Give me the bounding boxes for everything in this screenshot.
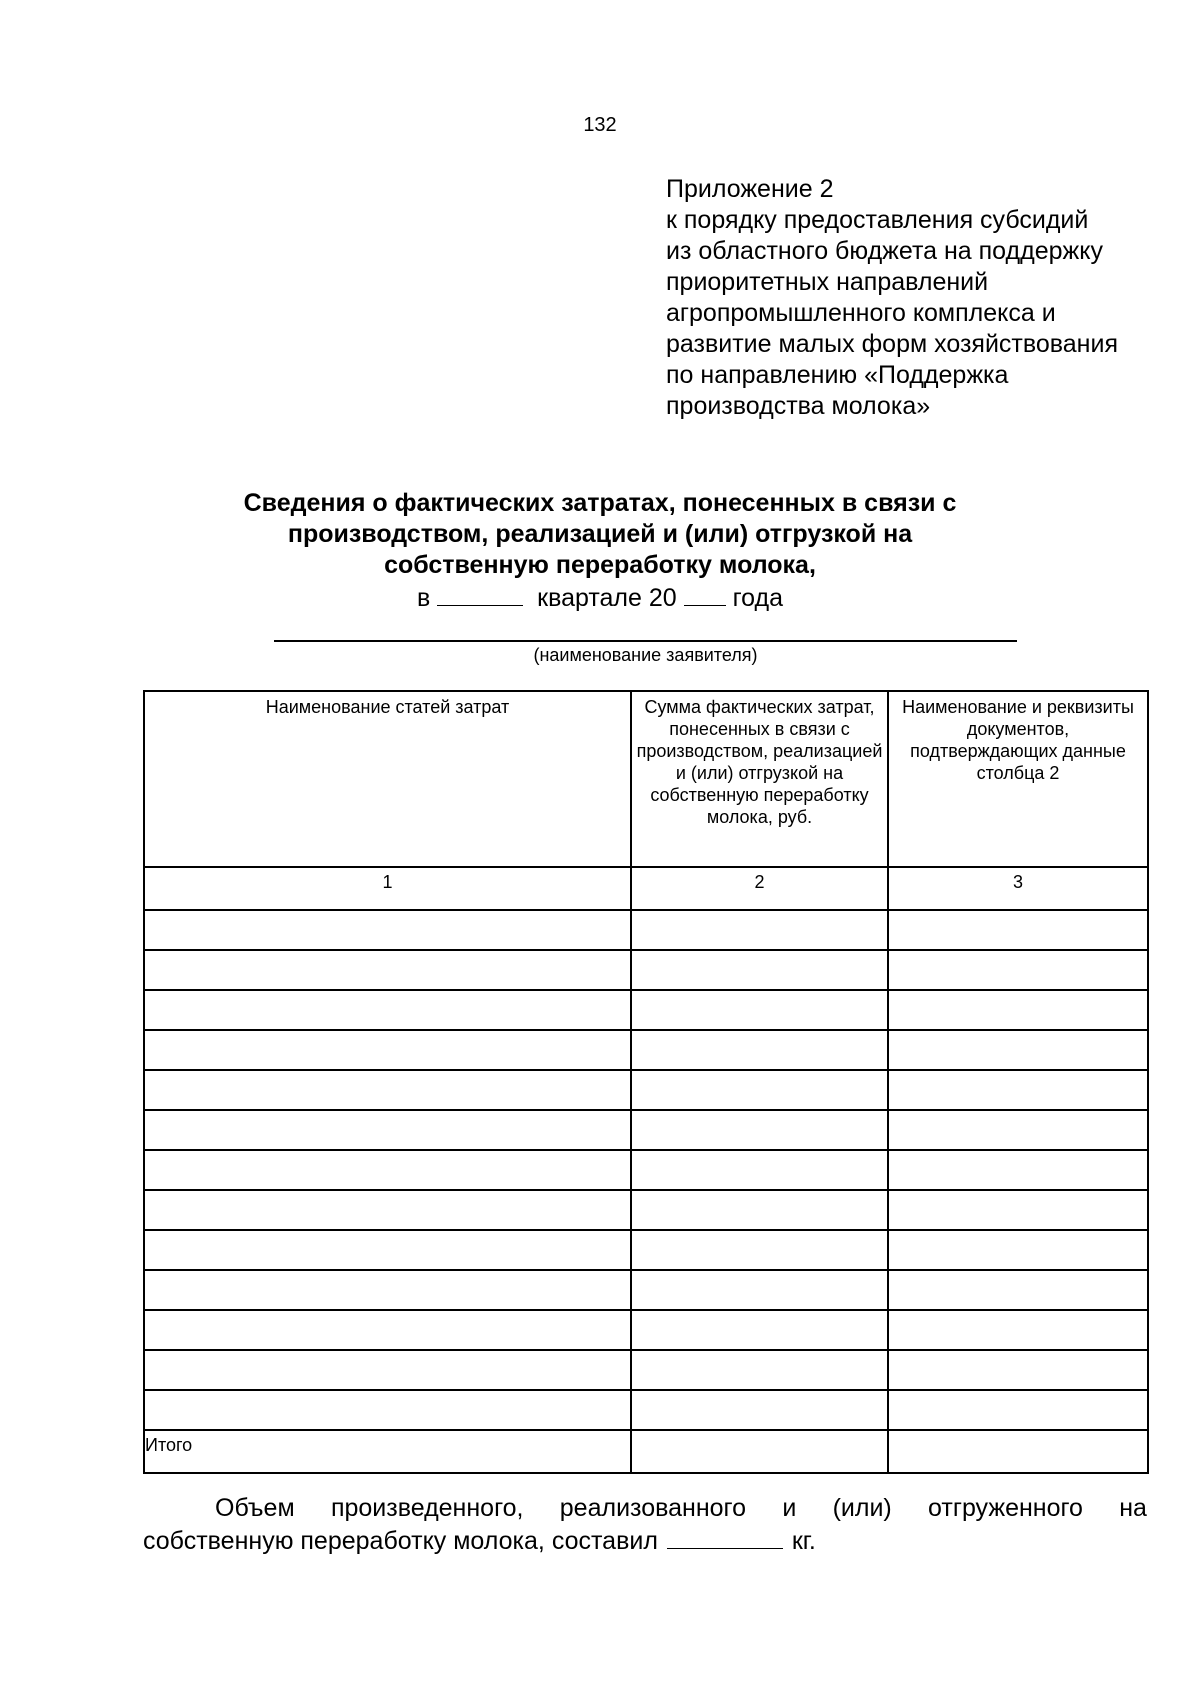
period-prefix: в [417,584,431,612]
cost-item-cell[interactable] [144,950,631,990]
appendix-line: развитие малых форм хозяйствования [666,330,1118,358]
column-number-row [144,867,1148,910]
supporting-docs-cell[interactable] [888,1190,1148,1230]
appendix-line: производства молока» [666,392,931,420]
title-line: производством, реализацией и (или) отгрузкой на [287,520,913,548]
supporting-docs-cell[interactable] [888,990,1148,1030]
cost-amount-cell[interactable] [631,1070,888,1110]
cost-item-cell[interactable] [144,1070,631,1110]
table-row [144,1150,1148,1190]
statement-word: на [1119,1494,1147,1522]
statement-suffix: кг. [791,1527,816,1555]
table-row [144,1230,1148,1270]
volume-statement-line2 [143,1524,1147,1557]
table-row [144,950,1148,990]
cost-amount-cell[interactable] [631,990,888,1030]
appendix-line: к порядку предоставления субсидий [666,206,1089,234]
period-suffix: года [732,584,783,612]
supporting-docs-cell[interactable] [888,1230,1148,1270]
column-header-documents: Наименование и реквизиты документов, подтверждающих данные столбца 2 [888,691,1148,867]
supporting-docs-cell[interactable] [888,1070,1148,1110]
title-line: собственную переработку молока, [384,551,816,579]
cost-item-cell[interactable] [144,1390,631,1430]
cost-item-cell[interactable] [144,1030,631,1070]
period-line [200,583,1000,614]
supporting-docs-cell[interactable] [888,950,1148,990]
table-row [144,1030,1148,1070]
total-docs-cell[interactable] [888,1430,1148,1473]
cost-item-cell[interactable] [144,990,631,1030]
quarter-field[interactable] [437,583,523,606]
cost-item-cell[interactable] [144,1310,631,1350]
appendix-line: агропромышленного комплекса и [666,299,1056,327]
cost-item-cell[interactable] [144,1230,631,1270]
supporting-docs-cell[interactable] [888,1390,1148,1430]
column-header-cost-items: Наименование статей затрат [144,691,631,867]
supporting-docs-cell[interactable] [888,1270,1148,1310]
table-row [144,1110,1148,1150]
total-label: Итого [144,1430,631,1473]
table-row [144,1390,1148,1430]
cost-amount-cell[interactable] [631,1310,888,1350]
statement-word: и [782,1494,797,1522]
applicant-caption: (наименование заявителя) [533,645,758,665]
volume-statement-line1 [143,1493,1147,1524]
cost-item-cell[interactable] [144,910,631,950]
document-title [200,488,1000,581]
cost-amount-cell[interactable] [631,1350,888,1390]
cost-amount-cell[interactable] [631,1270,888,1310]
supporting-docs-cell[interactable] [888,1030,1148,1070]
applicant-name-field[interactable] [274,640,1017,642]
column-number: 1 [144,867,631,910]
supporting-docs-cell[interactable] [888,1110,1148,1150]
volume-statement [143,1493,1147,1557]
table-row [144,1350,1148,1390]
table-row [144,990,1148,1030]
period-middle: квартале 20 [537,584,677,612]
cost-item-cell[interactable] [144,1150,631,1190]
table-header-row [144,691,1148,867]
volume-field[interactable] [667,1524,783,1549]
cost-item-cell[interactable] [144,1270,631,1310]
appendix-block [666,174,1186,422]
supporting-docs-cell[interactable] [888,1150,1148,1190]
cost-amount-cell[interactable] [631,1150,888,1190]
cost-item-cell[interactable] [144,1110,631,1150]
table-row [144,1070,1148,1110]
supporting-docs-cell[interactable] [888,1310,1148,1350]
statement-word: Объем [215,1494,295,1522]
cost-amount-cell[interactable] [631,1030,888,1070]
cost-amount-cell[interactable] [631,910,888,950]
column-header-actual-costs: Сумма фактических затрат, понесенных в связи с производством, реализацией и (или) отгрузкой на собственную переработку молока, руб. [631,691,888,867]
cost-amount-cell[interactable] [631,1390,888,1430]
page-number: 132 [583,114,617,136]
statement-word: отгруженного [928,1494,1083,1522]
column-number: 2 [631,867,888,910]
cost-item-cell[interactable] [144,1190,631,1230]
appendix-line: по направлению «Поддержка [666,361,1009,389]
table-row [144,1310,1148,1350]
supporting-docs-cell[interactable] [888,1350,1148,1390]
year-field[interactable] [684,583,726,606]
table-row [144,1190,1148,1230]
total-cost-cell[interactable] [631,1430,888,1473]
column-number: 3 [888,867,1148,910]
appendix-line: из областного бюджета на поддержку [666,237,1103,265]
table-row [144,1270,1148,1310]
statement-word: (или) [832,1494,892,1522]
appendix-line: приоритетных направлений [666,268,989,296]
appendix-line: Приложение 2 [666,175,834,203]
costs-table [143,690,1149,1474]
table-row [144,910,1148,950]
cost-amount-cell[interactable] [631,1190,888,1230]
cost-amount-cell[interactable] [631,1230,888,1270]
statement-word: реализованного [559,1494,747,1522]
cost-amount-cell[interactable] [631,950,888,990]
title-line: Сведения о фактических затратах, понесенных в связи с [243,489,957,517]
supporting-docs-cell[interactable] [888,910,1148,950]
cost-amount-cell[interactable] [631,1110,888,1150]
total-row [144,1430,1148,1473]
statement-prefix: собственную переработку молока, составил [143,1527,658,1555]
statement-word: произведенного, [330,1494,524,1522]
cost-item-cell[interactable] [144,1350,631,1390]
